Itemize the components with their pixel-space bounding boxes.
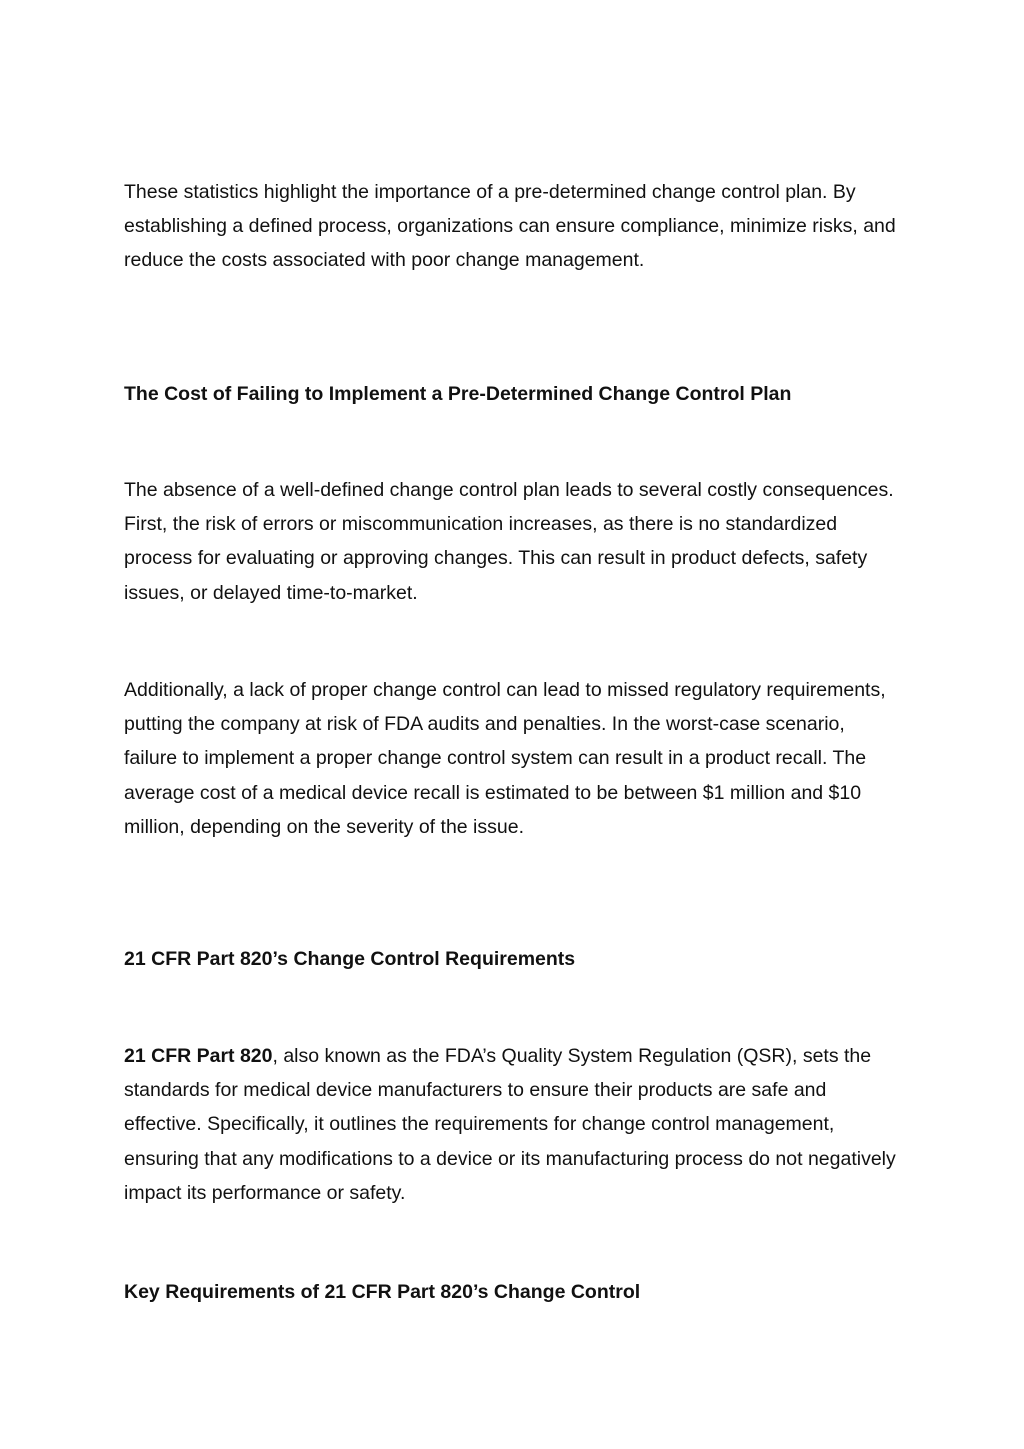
- heading-cost-of-failing: The Cost of Failing to Implement a Pre-Determined Change Control Plan: [124, 383, 792, 405]
- cfr-part-820-term: 21 CFR Part 820: [124, 1045, 273, 1067]
- paragraph-qsr-text: , also known as the FDA’s Quality System Regulation (QSR), sets the standards for medical device manufacturers to ensure their products are safe and effective. Specifically, it outlines the requirements for change control management, ensuring that any modifications to a device or its manufacturing process do not negatively impact its performance or safety.: [124, 1045, 896, 1204]
- paragraph-qsr-overview: [124, 1039, 902, 1210]
- paragraph-consequences: The absence of a well-defined change control plan leads to several costly consequences. First, the risk of errors or miscommunication increases, as there is no standardized process for evaluating or approving changes. This can result in product defects, safety issues, or delayed time-to-market.: [124, 479, 894, 604]
- heading-key-requirements: Key Requirements of 21 CFR Part 820’s Change Control: [124, 1281, 641, 1303]
- paragraph-statistics: These statistics highlight the importance of a pre-determined change control plan. By establishing a defined process, organizations can ensure compliance, minimize risks, and reduce the costs associated with poor change management.: [124, 181, 896, 272]
- paragraph-regulatory-risk: Additionally, a lack of proper change control can lead to missed regulatory requirements, putting the company at risk of FDA audits and penalties. In the worst-case scenario, failure to implement a proper change control system can result in a product recall. The average cost of a medical device recall is estimated to be between $1 million and $10 million, depending on the severity of the issue.: [124, 679, 886, 838]
- heading-cfr-requirements: 21 CFR Part 820’s Change Control Requirements: [124, 948, 576, 970]
